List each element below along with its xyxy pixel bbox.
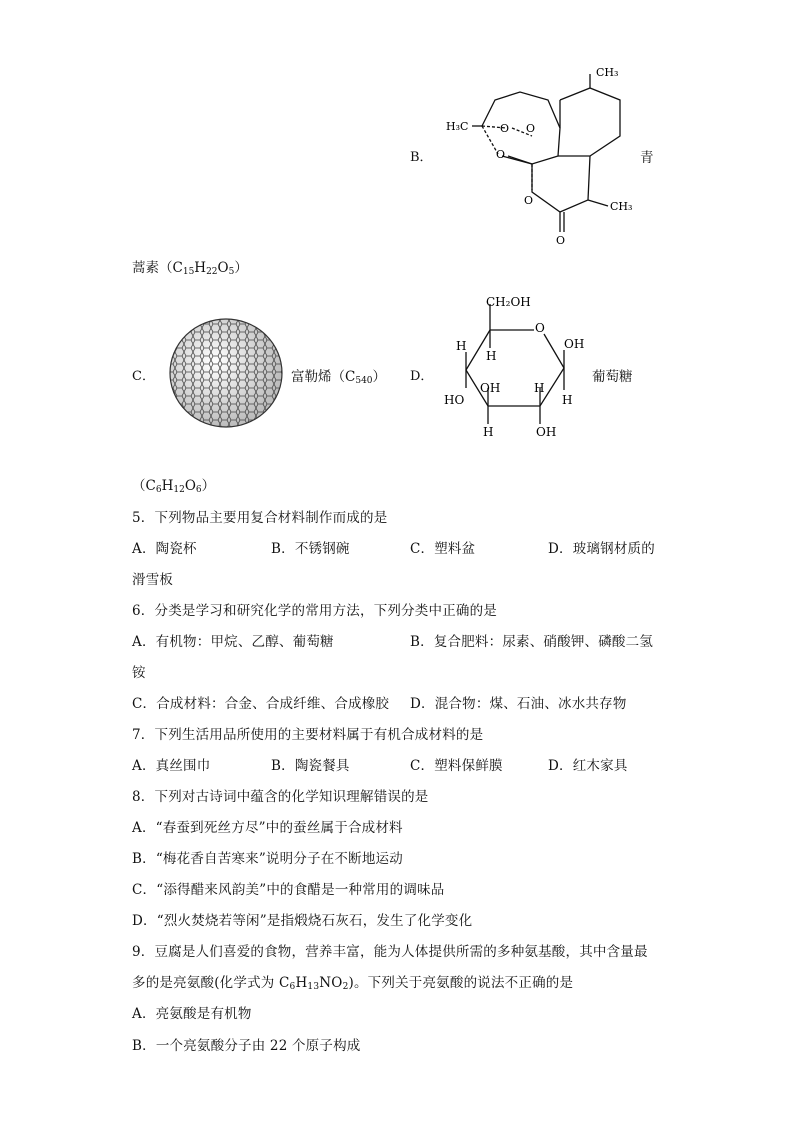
question-6-option-b: B．复合肥料：尿素、硝酸钾、磷酸二氢 [410, 634, 654, 650]
question-8-option-a: A．“春蚕到死丝方尽”中的蚕丝属于合成材料 [132, 820, 403, 836]
atom-h-bottom: H [483, 425, 494, 439]
question-9-stem-line2: 多的是亮氨酸(化学式为 $C_6H_{13}NO_2$)。下列关于亮氨酸的说法不正确的是 [132, 975, 574, 992]
atom-ch3-right: CH₃ [610, 200, 633, 213]
question-5-option-c: C．塑料盆 [410, 541, 476, 557]
option-b-name-part1: 青 [640, 150, 654, 166]
atom-oh-bottom: OH [536, 425, 557, 439]
option-c-label: C． [132, 369, 155, 384]
option-c-name: 富勒烯$(C_{540})$ [291, 369, 387, 386]
question-5-option-a: A．陶瓷杯 [132, 541, 197, 557]
atom-carbonyl-o: O [556, 234, 566, 247]
option-d-label: D． [410, 369, 434, 384]
question-9-option-b: B．一个亮氨酸分子由 22 个原子构成 [132, 1038, 361, 1054]
question-5-option-b: B．不锈钢碗 [271, 541, 350, 557]
glucose-structure [440, 290, 590, 452]
question-6-option-a: A．有机物：甲烷、乙醇、葡萄糖 [132, 634, 334, 650]
question-5-stem: 5．下列物品主要用复合材料制作而成的是 [132, 510, 388, 526]
question-6-stem: 6．分类是学习和研究化学的常用方法，下列分类中正确的是 [132, 603, 497, 619]
option-d-formula: $(C_6H_{12}O_6)$ [132, 478, 216, 495]
atom-ring-o: O [535, 321, 545, 335]
option-b-name-part2: 蒿素$(C_{15}H_{22}O_5)$ [132, 260, 248, 277]
question-9-option-a: A．亮氨酸是有机物 [132, 1006, 252, 1022]
atom-h-inner2: H [534, 381, 545, 395]
question-8-stem: 8．下列对古诗词中蕴含的化学知识理解错误的是 [132, 789, 429, 805]
question-7-option-c: C．塑料保鲜膜 [410, 758, 503, 774]
atom-ch3-top: CH₃ [596, 66, 619, 79]
question-5-option-d: D．玻璃钢材质的 [548, 541, 655, 557]
atom-ch2oh: CH₂OH [486, 295, 531, 309]
question-7-stem: 7．下列生活用品所使用的主要材料属于有机合成材料的是 [132, 727, 484, 743]
fullerene-image [166, 316, 286, 430]
atom-o4: O [524, 194, 534, 207]
atom-h-right: H [562, 393, 573, 407]
question-8-option-b: B．“梅花香自苦寒来”说明分子在不断地运动 [132, 851, 403, 867]
question-7-option-a: A．真丝围巾 [132, 758, 211, 774]
question-6-option-d: D．混合物：煤、石油、冰水共存物 [410, 696, 627, 712]
atom-o2: O [526, 122, 536, 135]
question-5-option-d-cont: 滑雪板 [132, 572, 174, 588]
question-8-option-c: C．“添得醋来风韵美”中的食醋是一种常用的调味品 [132, 882, 445, 898]
atom-o1: O [500, 122, 510, 135]
question-7-option-d: D．红木家具 [548, 758, 628, 774]
question-8-option-d: D．“烈火焚烧若等闲”是指煅烧石灰石，发生了化学变化 [132, 913, 473, 929]
atom-h-inner: H [486, 349, 497, 363]
atom-h3c: H₃C [446, 120, 469, 133]
atom-oh-inner: OH [480, 381, 501, 395]
question-9-stem-line1: 9．豆腐是人们喜爱的食物，营养丰富，能为人体提供所需的多种氨基酸，其中含量最 [132, 944, 648, 960]
atom-ho-left: HO [444, 393, 465, 407]
question-6-option-c: C．合成材料：合金、合成纤维、合成橡胶 [132, 696, 390, 712]
atom-oh-right: OH [564, 337, 585, 351]
atom-h-left: H [456, 339, 467, 353]
question-7-option-b: B．陶瓷餐具 [271, 758, 350, 774]
option-b-label: B． [410, 150, 433, 165]
atom-o3: O [496, 148, 506, 161]
question-6-option-b-cont: 铵 [132, 665, 146, 681]
option-d-name: 葡萄糖 [592, 369, 633, 385]
artemisinin-structure [440, 60, 640, 250]
